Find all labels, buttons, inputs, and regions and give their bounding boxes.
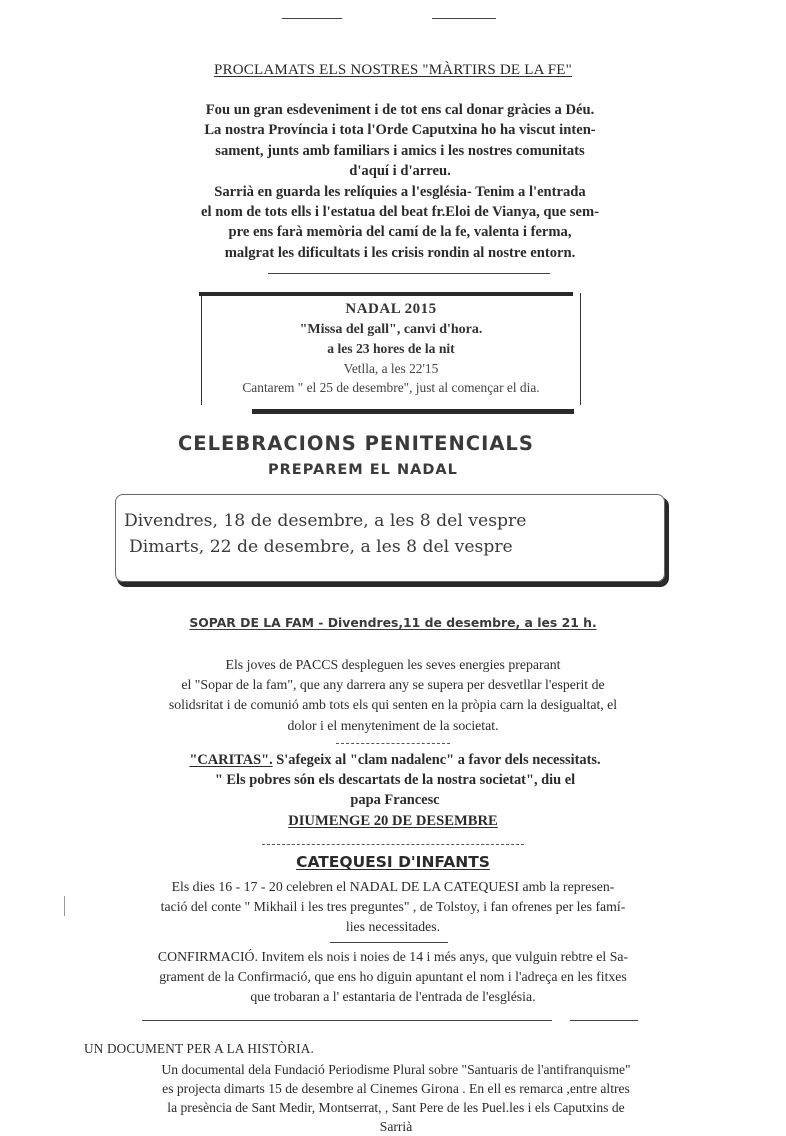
document-line: Un documental dela Fundació Periodisme Plural sobre "Santuaris de l'antifranquisme" (161, 1062, 631, 1077)
sopar-heading (0, 615, 786, 630)
sopar-line: Els joves de PACCS despleguen les seves energies preparant (225, 657, 561, 672)
caritas-paragraph (110, 750, 680, 810)
document-line: la presència de Sant Medir, Montserrat, , Sant Pere de les Puel.les i els Caputxins de (167, 1100, 625, 1115)
nadal-title: NADAL 2015 (345, 301, 437, 317)
celebracions-title: CELEBRACIONS PENITENCIALS (178, 432, 534, 455)
sopar-line: dolor i el menyteniment de la societat. (287, 717, 499, 733)
catequesi-heading (0, 853, 786, 871)
martyrs-line: pre ens farà memòria del camí de la fe, valenta i ferma, (228, 224, 572, 241)
nadal-box-top-bar (199, 292, 573, 296)
nadal-line-3: Vetlla, a les 22'15 (343, 360, 439, 376)
nadal-content (201, 300, 581, 398)
martyrs-paragraph (100, 100, 700, 263)
martyrs-line: Sarrià en guarda les relíquies a l'església- Tenim a l'entrada (214, 183, 586, 200)
caritas-line-3: papa Francesc (350, 792, 440, 808)
martyrs-line: Fou un gran esdeveniment i de tot ens cal donar gràcies a Déu. (205, 102, 595, 118)
nadal-line-4: Cantarem " el 25 de desembre", just al començar el dia. (242, 380, 540, 395)
celebracions-dates (124, 508, 644, 560)
caritas-line-1 (110, 750, 680, 770)
top-divider-right (432, 18, 496, 19)
martyrs-line: d'aquí i d'arreu. (349, 163, 451, 180)
catequesi-line: tació del conte " Mikhail i les tres preguntes" , de Tolstoy, i fan ofrenes per les famí- (160, 899, 626, 914)
caritas-date: DIUMENGE 20 DE DESEMBRE (288, 813, 498, 829)
confirmacio-line: CONFIRMACIÓ. Invitem els nois i noies de 14 i més anys, que vulguin rebtre el Sa- (157, 949, 629, 964)
martyrs-line: el nom de tots ells i l'estatua del beat fr.Eloi de Vianya, que sem- (201, 204, 599, 221)
celebracions-date-2: Dimarts, 22 de desembre, a les 8 del vespre (129, 537, 513, 557)
confirmacio-divider-left (142, 1020, 552, 1021)
martyrs-heading (0, 62, 786, 79)
document-paragraph (76, 1060, 716, 1136)
catequesi-line: Els dies 16 - 17 - 20 celebren el NADAL DE LA CATEQUESI amb la represen- (171, 879, 615, 894)
confirmacio-paragraph (76, 947, 710, 1008)
confirmacio-line: que trobaran a l' estantaria de l'entrada de l'església. (250, 989, 536, 1005)
document-line: Sarrià (379, 1119, 413, 1134)
caritas-label: "CARITAS". (189, 752, 273, 768)
martyrs-title: PROCLAMATS ELS NOSTRES "MÀRTIRS DE LA FE" (214, 62, 572, 78)
catequesi-left-mark (64, 896, 65, 916)
sopar-line: solidsritat i de comunió amb tots els qui senten en la pròpia carn la desigualtat, el (168, 697, 618, 713)
celebracions-date-1: Divendres, 18 de desembre, a les 8 del vespre (124, 511, 527, 531)
caritas-line-1-rest: S'afegeix al "clam nadalenc" a favor dels necessitats. (272, 752, 601, 768)
sopar-paragraph (90, 655, 696, 736)
top-divider-left (282, 18, 342, 19)
martyrs-divider (268, 273, 550, 274)
document-title: UN DOCUMENT PER A LA HISTÒRIA. (84, 1041, 314, 1056)
sopar-line: el "Sopar de la fam", que any darrera any se supera per desvetllar l'esperit de (181, 677, 605, 693)
catequesi-divider (330, 942, 448, 943)
catequesi-paragraph (92, 877, 694, 937)
nadal-line-1: "Missa del gall", canvi d'hora. (299, 321, 483, 337)
catequesi-title: CATEQUESI D'INFANTS (296, 853, 490, 871)
nadal-box-bottom-bar (252, 409, 574, 414)
nadal-line-2: a les 23 hores de la nit (327, 341, 455, 356)
caritas-line-2: " Els pobres són els descartats de la nostra societat", diu el (214, 772, 576, 788)
celebracions-subtitle: PREPAREM EL NADAL (268, 462, 458, 478)
caritas-date-heading (0, 813, 786, 830)
confirmacio-line: grament de la Confirmació, que ens ho diguin apuntant el nom i l'adreça en les fitxes (159, 969, 627, 985)
confirmacio-divider-right (570, 1020, 638, 1021)
sopar-divider (336, 743, 450, 744)
martyrs-line: malgrat les dificultats i les crisis rondin al nostre entorn. (224, 244, 576, 261)
sopar-title: SOPAR DE LA FAM - Divendres,11 de desembre, a les 21 h. (189, 615, 597, 630)
document-line: es projecta dimarts 15 de desembre al Cinemes Girona . En ell es remarca ,entre altres (162, 1081, 630, 1096)
catequesi-line: lies necessitades. (345, 919, 441, 934)
martyrs-line: sament, junts amb familiars i amics i les nostres comunitats (215, 142, 585, 159)
caritas-divider (262, 844, 524, 845)
martyrs-line: La nostra Província i tota l'Orde Caputxina ho ha viscut inten- (204, 122, 596, 139)
